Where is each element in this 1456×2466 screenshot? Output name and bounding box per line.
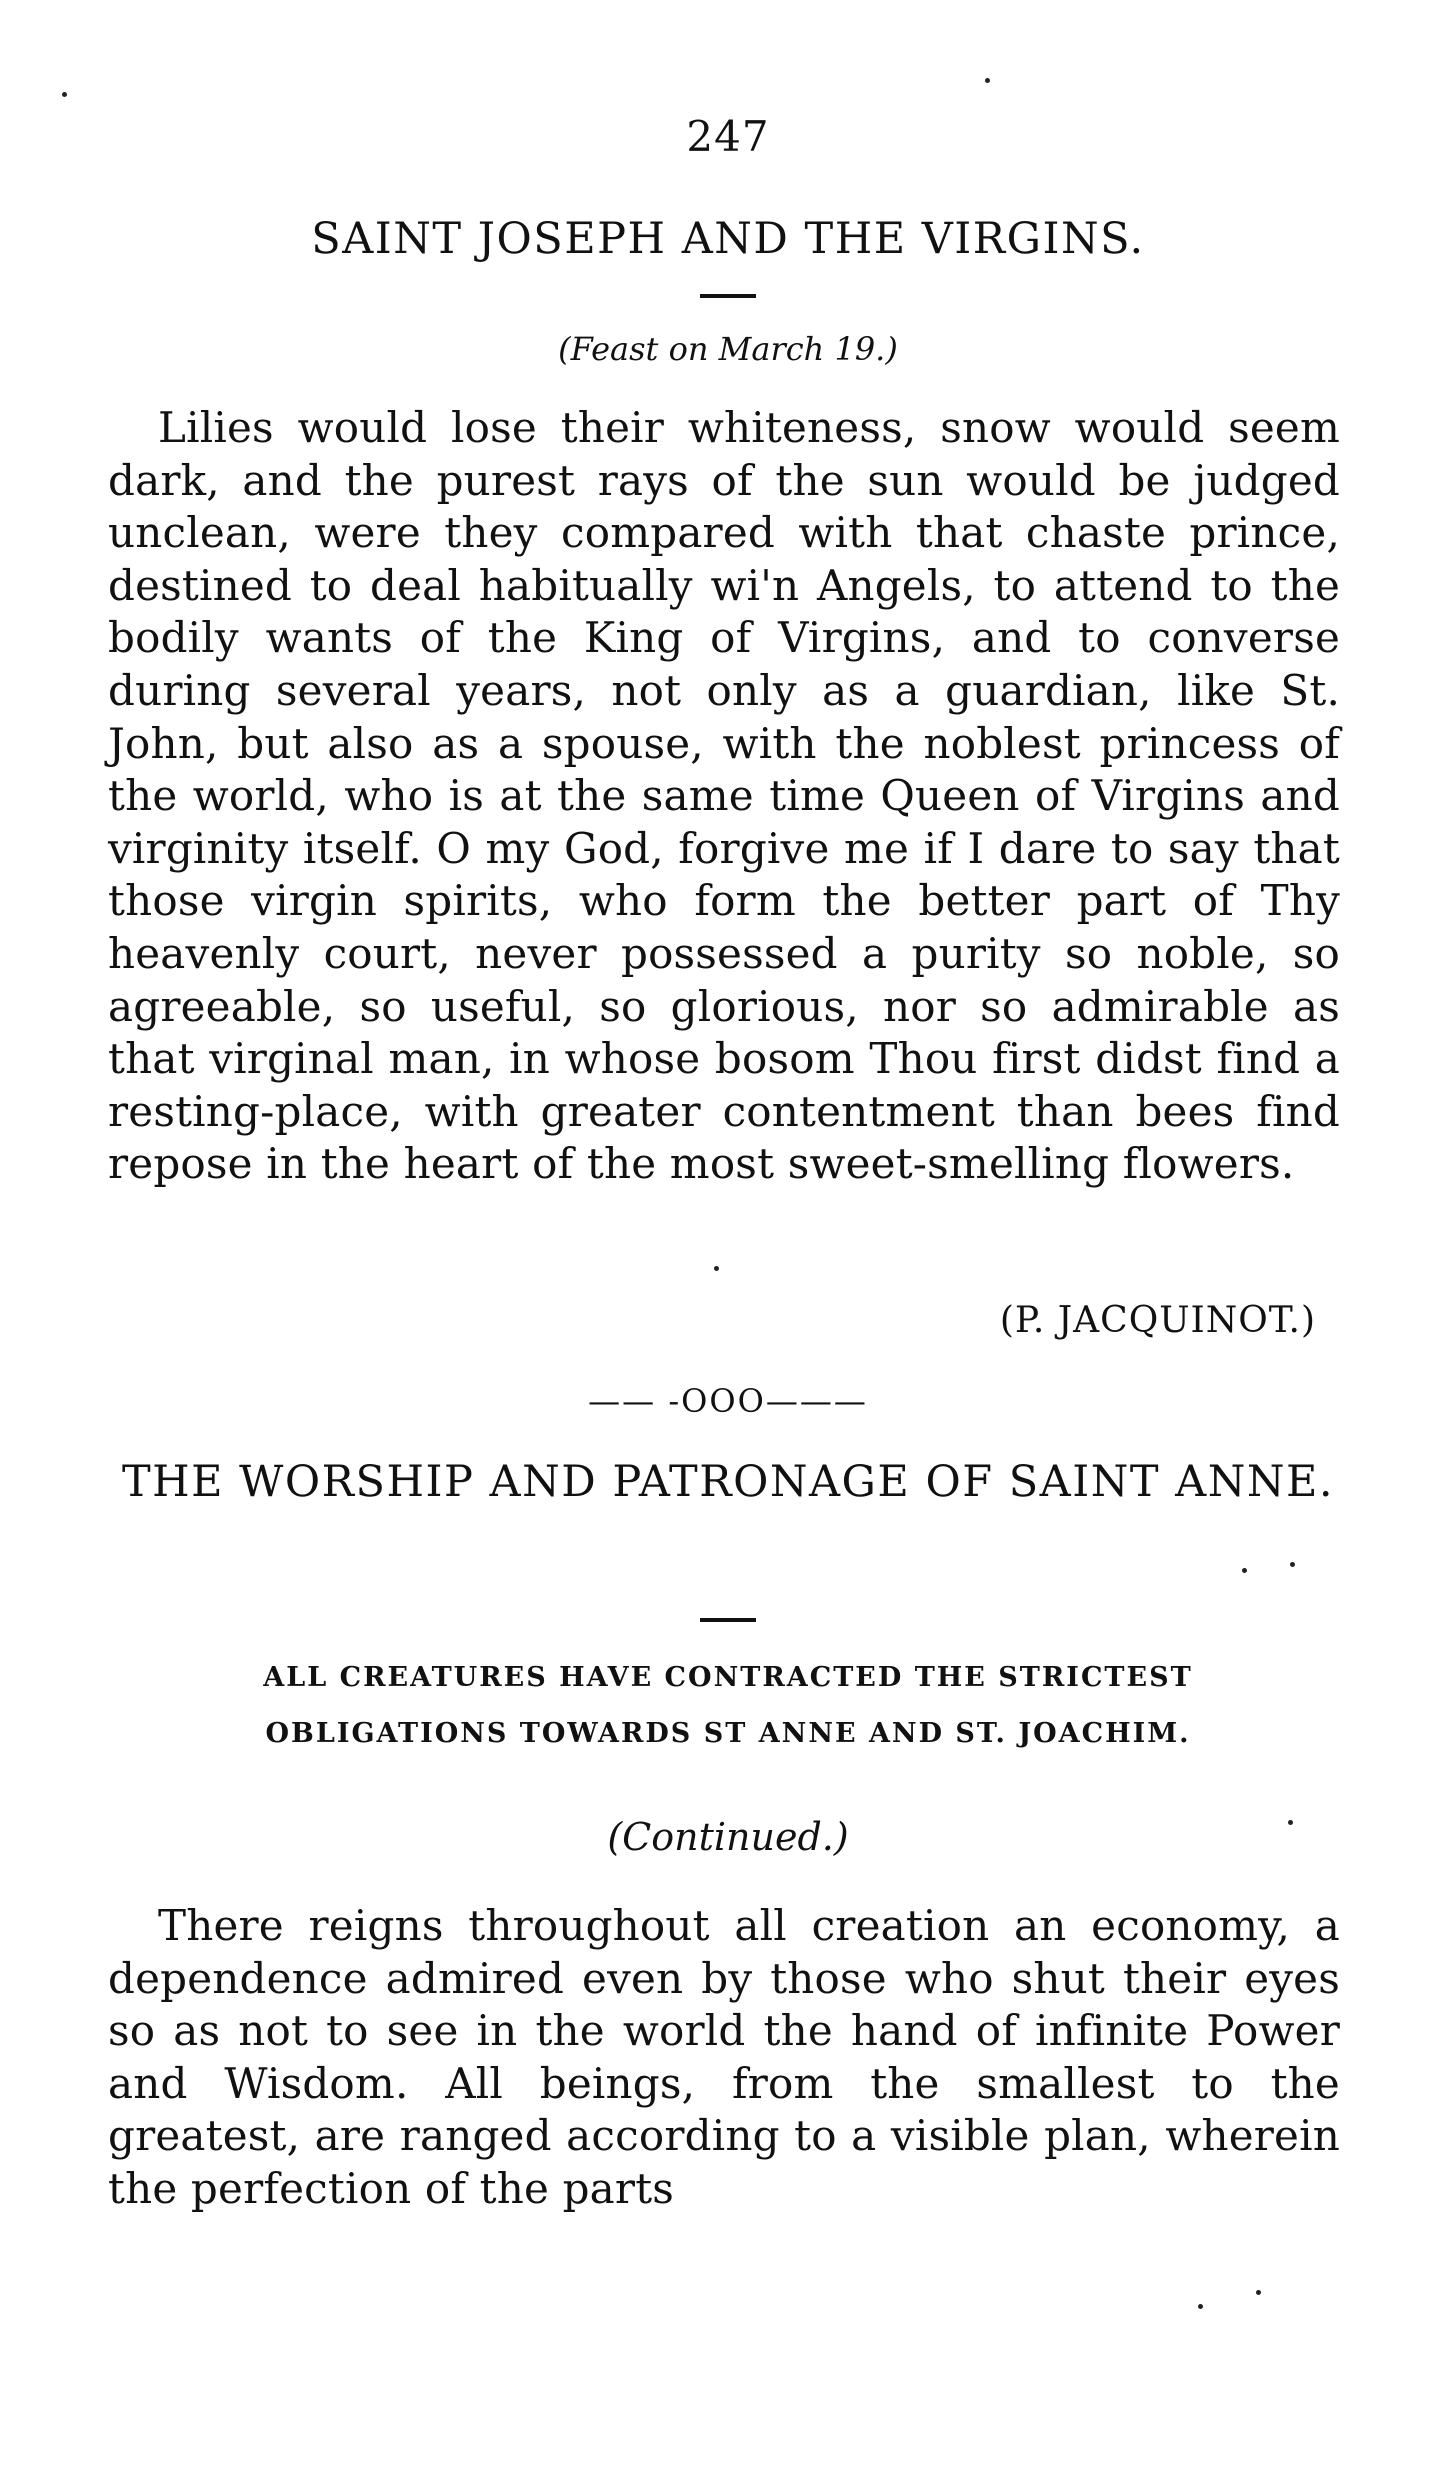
print-speck (62, 92, 67, 97)
chapter-subtitle: ALL CREATURES HAVE CONTRACTED THE STRICTEST OBLIGATIONS TOWARDS ST ANNE AND ST. JOACHIM. (263, 1662, 1193, 1749)
section-body-saint-joseph: Lilies would lose their whiteness, snow would seem dark, and the purest rays of the sun would be judged unclean, were they compared with that chaste prince, destined to deal habitually wi'n Angels, to attend to the bodily wants of the King of Virgins, and to converse during several years, not only as a guardian, like St. John, but also as a spouse, with the noblest princess of the world, who is at the same time Queen of Virgins and virginity itself. O my God, forgive me if I dare to say that those virgin spirits, who form the better part of Thy heavenly court, never possessed a purity so noble, so agreeable, so useful, so glorious, nor so admirable as that virginal man, in whose bosom Thou first didst find a resting-place, with greater contentment than bees find repose in the heart of the most sweet-smelling flowers. (108, 403, 1340, 1189)
print-speck (1198, 2304, 1203, 2309)
section-body-saint-anne: There reigns throughout all creation an economy, a dependence admired even by those who shut their eyes so as not to see in the world the hand of infinite Power and Wisdom. All beings, from the smallest to the greatest, are ranged according to a visible plan, wherein the perfection of the parts (108, 1901, 1340, 2213)
page-number: 247 (686, 112, 770, 161)
attribution: (P. JACQUINOT.) (999, 1300, 1316, 1341)
title-rule (700, 294, 756, 298)
print-speck (714, 1266, 719, 1271)
print-speck (1256, 2290, 1261, 2295)
print-speck (1242, 1568, 1247, 1573)
continued-label: (Continued.) (607, 1815, 849, 1859)
section-title-saint-joseph: SAINT JOSEPH AND THE VIRGINS. (311, 214, 1145, 264)
feast-dateline: (Feast on March 19.) (558, 330, 898, 368)
title-rule (700, 1618, 756, 1622)
print-speck (1290, 1562, 1295, 1567)
print-speck (985, 78, 990, 83)
print-speck (1288, 1820, 1293, 1825)
section-title-saint-anne: THE WORSHIP AND PATRONAGE OF SAINT ANNE. (121, 1457, 1335, 1507)
section-separator: —— -OOO——— (588, 1382, 868, 1420)
